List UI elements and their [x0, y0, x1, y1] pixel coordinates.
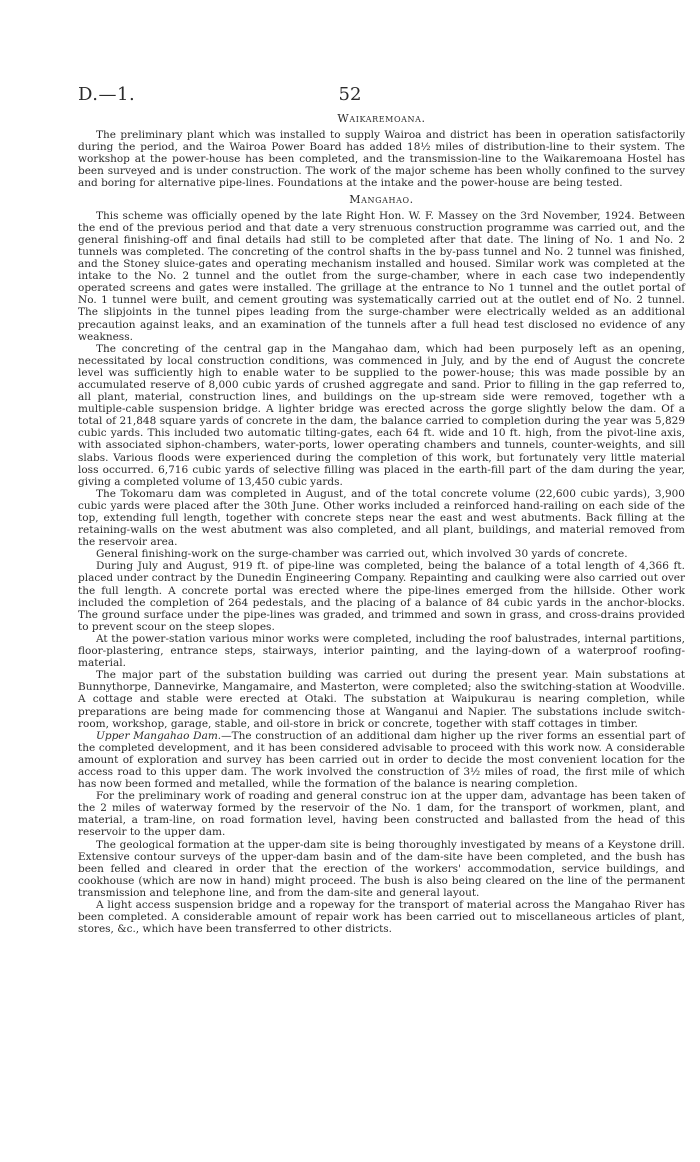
upper-dam-text: —The construction of an additional dam higher up the river forms an essential part of the completed development, and it has been considered advisable to proceed with this work now. A considerable amount of exploration and survey has been carried out in order to decide the most convenient location for the access road to this upper dam. The work involved the construction of 3½ miles of road, the first mile of which has now been formed and metalled, while the formation of the balance is nearing completion.	[78, 729, 685, 791]
page-body	[78, 112, 685, 935]
document-reference: D.—1.	[78, 84, 136, 105]
paragraph: The geological formation at the upper-dam site is being thoroughly investigated by means of a Keystone drill. Extensive contour surveys of the upper-dam basin and of the dam-site have been completed, and the bush has been felled and cleared in order that the erection of the workers' accommodation, service buildings, and cookhouse (which are now in hand) might proceed. The bush is also being cleared on the line of the permanent transmission and telephone line, and from the dam-site and general layout.	[78, 838, 685, 899]
paragraph: The preliminary plant which was installed to supply Wairoa and district has been in operation satisfactorily during the period, and the Wairoa Power Board has added 18½ miles of distribution-line to their system. The workshop at the power-house has been completed, and the transmission-line to the Waikaremoana Hostel has been surveyed and is under construction. The work of the major scheme has been wholly confined to the survey and boring for alternative pipe-lines. Foundations at the intake and the power-house are being tested.	[78, 129, 685, 190]
paragraph: The Tokomaru dam was completed in August, and of the total concrete volume (22,600 cubic yards), 3,900 cubic yards were placed after the 30th June. Other works included a reinforced hand-railing on each side of the top, extending full length, together with concrete steps near the east and west abutments. Back filling at the retaining-walls on the west abutment was also completed, and all plant, buildings, and material removed from the reservoir area.	[78, 487, 685, 549]
paragraph-upper-dam	[78, 730, 685, 790]
paragraph: A light access suspension bridge and a ropeway for the transport of material across the Mangahao River has been completed. A considerable amount of repair work has been carried out to miscellaneous articles of plant, stores, &c., which have been transferred to other districts.	[78, 899, 685, 936]
page-number: 52	[338, 84, 362, 105]
section-title-mangahao: Mangahao.	[349, 192, 414, 206]
paragraph: During July and August, 919 ft. of pipe-line was completed, being the balance of a total length of 4,366 ft. placed under contract by the Dunedin Engineering Company. Repainting and caulking were also carried out over the full length. A concrete portal was erected where the pipe-lines emerged from the hillside. Other work included the completion of 264 pedestals, and the placing of a balance of 84 cubic yards in the anchor-blocks. The ground surface under the pipe-lines was graded, and trimmed and sown in grass, and cross-drains provided to prevent scour on the steep slopes.	[78, 560, 685, 633]
paragraph: General finishing-work on the surge-chamber was carried out, which involved 30 yards of concrete.	[96, 548, 628, 561]
upper-dam-heading: Upper Mangahao Dam.	[96, 729, 222, 742]
paragraph: This scheme was officially opened by the late Right Hon. W. F. Massey on the 3rd November, 1924. Between the end of the previous period and that date a very strenuous construction programme was carried out, and the general finishing-off and final details had still to be completed after that date. The lining of No. 1 and No. 2 tunnels was completed. The concreting of the control shafts in the by-pass tunnel and No. 2 tunnel was finished, and the Stoney sluice-gates and operating mechanism installed and housed. Similar work was completed at the intake to the No. 2 tunnel and the outlet from the surge-chamber, where in each case two independently operated screens and gates were installed. The grillage at the entrance to No 1 tunnel and the outlet portal of No. 1 tunnel were built, and cement grouting was systematically carried out at the outlet end of No. 2 tunnel. The slipjoints in the tunnel pipes leading from the surge-chamber were electrically welded as an additional precaution against leaks, and an examination of the tunnels after a full head test disclosed no evidence of any weakness.	[78, 209, 685, 343]
paragraph: The concreting of the central gap in the Mangahao dam, which had been purposely left as an opening, necessitated by local construction conditions, was commenced in July, and by the end of August the concrete level was sufficiently high to enable water to be supplied to the power-house; this was made possible by an accumulated reserve of 8,000 cubic yards of crushed aggregate and sand. Prior to filling in the gap referred to, all plant, material, construction lines, and buildings on the up-stream side were removed, together wth a multiple-cable suspension bridge. A lighter bridge was erected across the gorge slightly below the dam. Of a total of 21,848 square yards of concrete in the dam, the balance carried to completion during the year was 5,829 cubic yards. This included two automatic tilting-gates, each 64 ft. wide and 10 ft. high, from the pivot-line axis, with associated siphon-chambers, water-ports, lower operating chambers and tunnels, counter-weights, and sill slabs. Various floods were experienced during the completion of this work, but fortunately very little material loss occurred. 6,716 cubic yards of selective filling was placed in the earth-fill part of the dam during the year, giving a completed volume of 13,450 cubic yards.	[78, 342, 685, 488]
section-title-waikaremoana: Waikaremoana.	[337, 112, 426, 125]
paragraph: For the preliminary work of roading and general construc ion at the upper dam, advantage has been taken of the 2 miles of waterway formed by the reservoir of the No. 1 dam, for the transport of workmen, plant, and material, a tram-line, on road formation level, having been constructed and ballasted from the head of this reservoir to the upper dam.	[78, 790, 685, 839]
paragraph: At the power-station various minor works were completed, including the roof balustrades, internal partitions, floor-plastering, entrance steps, stairways, interior painting, and the laying-down of a waterproof roofing-material.	[78, 632, 685, 670]
paragraph: The major part of the substation building was carried out during the present year. Main substations at Bunnythorpe, Dannevirke, Mangamaire, and Masterton, were completed; also the switching-station at Woodville. A cottage and stable were erected at Otaki. The substation at Waipukurau is nearing completion, while preparations are being made for commencing those at Wanganui and Napier. The substations include switch-room, workshop, garage, stable, and oil-store in brick or concrete, together with staff cottages in timber.	[78, 669, 685, 730]
